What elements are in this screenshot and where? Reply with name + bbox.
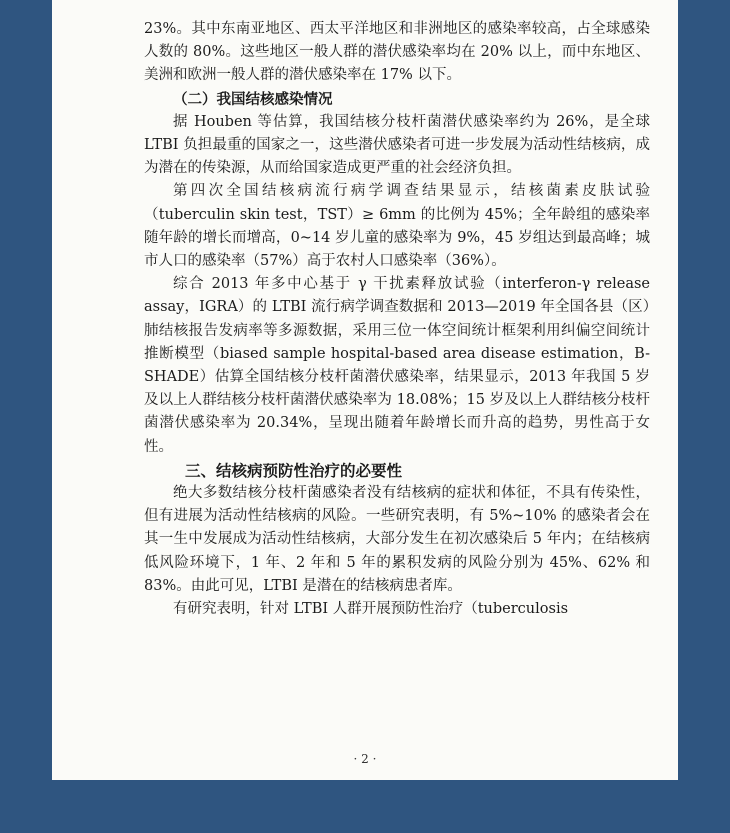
paragraph-igra: 综合 2013 年多中心基于 γ 干扰素释放试验（interferon-γ release assay，IGRA）的 LTBI 流行病学调查数据和 2013—2019 年全国各县（区）肺结核报告发病率等多源数据，采用三位一体空间统计框架利用纠偏空间统计推断模型（biased sample hospital-based area disease estimation，B-SHADE）估算全国结核分枝杆菌潜伏感染率，结果显示，2013 年我国 5 岁及以上人群结核分枝杆菌潜伏感染率为 18.08%；15 岁及以上人群结核分枝杆菌潜伏感染率为 20.34%，呈现出随着年龄增长而升高的趋势，男性高于女性。 [144, 276, 650, 455]
document-page [52, 0, 678, 780]
subsection-heading: （二）我国结核感染情况 [173, 90, 333, 108]
paragraph-necessity: 绝大多数结核分枝杆菌感染者没有结核病的症状和体征，不具有传染性，但有进展为活动性结核病的风险。一些研究表明，有 5%~10% 的感染者会在其一生中发展成为活动性结核病，大部分发生在初次感染后 5 年内；在结核病低风险环境下，1 年、2 年和 5 年的累积发病的风险分别为 45%、62% 和 83%。由此可见，LTBI 是潜在的结核病患者库。 [144, 485, 650, 594]
paragraph-research: 有研究表明，针对 LTBI 人群开展预防性治疗（tuberculosis [173, 601, 569, 618]
continued-paragraph: 23%。其中东南亚地区、西太平洋地区和非洲地区的感染率较高，占全球感染人数的 80%。这些地区一般人群的潜伏感染率均在 20% 以上，而中东地区、美洲和欧洲一般人群的潜伏感染率在 17% 以下。 [144, 21, 650, 84]
paragraph-survey: 第四次全国结核病流行病学调查结果显示，结核菌素皮肤试验（tuberculin skin test，TST）≥ 6mm 的比例为 45%；全年龄组的感染率随年龄的增长而增高，0~14 岁儿童的感染率为 9%，45 岁组达到最高峰；城市人口的感染率（57%）高于农村人口感染率（36%）。 [144, 183, 650, 270]
section-heading: 三、结核病预防性治疗的必要性 [185, 460, 403, 480]
page-content [144, 18, 650, 621]
page-number: · 2 · [353, 752, 377, 766]
paragraph-houben: 据 Houben 等估算，我国结核分枝杆菌潜伏感染率约为 26%，是全球 LTBI 负担最重的国家之一，这些潜伏感染者可进一步发展为活动性结核病，成为潜在的传染源，从而给国家造成更严重的社会经济负担。 [144, 113, 650, 177]
